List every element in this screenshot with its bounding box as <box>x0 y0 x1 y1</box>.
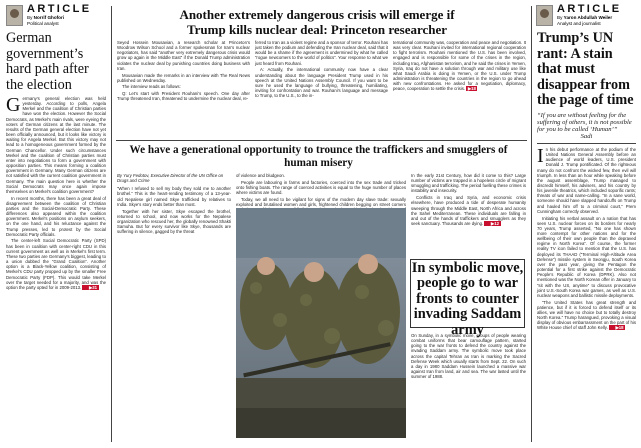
paragraph: On Sunday, in a symbolic move, groups of people wearing combat uniforms that bear camouflage pattern, started going to the war fronts to defend the country against the invading Saddam army. The symbolic move took place across the capital Tehran as Iran is marking the Sacred Defense Week which usually starts from Sept. 22. On such a day in 1980 Saddam Hussein launched a massive war against Iran from land, air and sea. The war lasted until the summer of 1988. <box>411 333 526 380</box>
second-story-col-1 <box>117 173 231 236</box>
paragraph: A: Actually, the international community now have a clear understanding about the language President Trump used in his speech at the United Nations Assembly Council. If you want to be sure he used the language of bullying, threatening, humiliating, inviting for confrontation and war. Rouhani’s language and message to Trump, to the U.S., to the in- <box>255 67 388 99</box>
paragraph: People are labouring in farms and factories, coerced into the sex trade and tricked onto fishing boats. The range of coerced activities is equal to the huge number of places where victims are found. <box>236 179 406 196</box>
saddam-story-headline: In symbolic move, people go to war fronts to counter invading Saddam army <box>411 260 524 338</box>
paragraph: of violence and bludgeon. <box>236 173 285 178</box>
left-article-header <box>6 4 106 27</box>
paragraph: The center-left Social Democratic Party (SPD) has been in coalition with center-right CDU in this current government as well as in Merkel’s first term. These two parties are Germany’s biggest, leading to a union dubbed the “Grand Coalition”. Another option is a Black-Yellow coalition, consisting of Merkel’s CDU party propped up by the smaller Free Democratic Party (FDP). This would take Merkel over the target needed for a majority, and was the option the party opted for in 2009-2013. ▶31 <box>6 238 106 290</box>
paragraph: In recent months, there has been a great deal of disagreement between the coalition of Christian parties and the Social-Democratic Party. These differences also appeared within the coalition government. Merkel’s positions on asylum seekers, on the one hand, and his reluctance against the Trump presses, led to protest by the Social Democratic Party officials. <box>6 195 106 237</box>
continue-marker[interactable]: ▶18 <box>467 86 476 92</box>
author-photo <box>6 5 23 26</box>
byline: By Yaron Abdullah Weiler <box>557 15 613 20</box>
author-role: Political analyst <box>27 20 59 26</box>
paragraph: Seyed Hossein Mousavian, a research scholar at Princeton’s Woodrow Wilson School and a former spokesman for Iran’s nuclear negotiators, has said “another very extremely dangerous crisis would grow up again in the Middle East” if the Donald Trump administration violates the nuclear deal by punishing countries doing business with Iran. <box>117 40 250 71</box>
saddam-story <box>411 333 526 381</box>
column-divider <box>111 6 112 442</box>
paragraph: In the early 21st Century, how did it come to this? Large number of victims are trapped in a hopeless circle of migrant smuggling and trafficking. The period fuelling these crimes is instability and insecurity. <box>411 173 526 194</box>
top-story-col-2 <box>255 40 388 100</box>
paragraph: n his debut performance at the podium of the United Nations General Assembly before an audience of world leaders, U.S. president Donald J. Trump pontificated. Of the righteous many do not confront the wicked few, then evil will triumph. In less than an hour while speaking before the august assemblage, Trump managed to discredit himself, his advisers, and his country by his juvenile theatrics, which included soporific rants; threats of war and name-calling. “In a sane world, someone should have slapped handcuffs on Trump and hauled him off to a criminal court,” Prem Cunningham correctly observed. <box>537 146 636 214</box>
paragraph: Conflicts in Iraq and Syria, and economic crisis elsewhere, have produced a tide of desperate humanity sweeping through the Middle East, North Africa and across the Sahel Mediterranean. These individuals are falling in and out of the hands of traffickers and smugglers as they seek sanctuary. Thousands are dying. ▶12 <box>411 195 526 226</box>
paragraph: Q: Let’s start with President Rouhani’s speech. One day after Trump threatened Iran, threatened to undermine the nuclear deal, re- <box>117 91 250 102</box>
paragraph: ferred to Iran as a violent regime and a sponsor of terror. Rouhani has just taken the podium and defending the Iran nuclear deal, said that it would be a shame if the agreement is undermined by what he called “rogue newcomers to the world of politics”. Your response to what we just heard from Rouhani. <box>255 40 388 66</box>
author-name: Yaron Abdullah Weiler <box>563 15 613 20</box>
continue-marker[interactable]: ▶12 <box>484 221 500 226</box>
right-article <box>537 31 636 332</box>
section-divider <box>116 140 527 141</box>
left-headline: German government’s hard path after the election <box>6 30 89 93</box>
right-article-header <box>536 4 636 27</box>
second-story-col-3 <box>411 173 526 228</box>
author-name: Norrif Ghofori <box>33 15 65 20</box>
byline: By Norrif Ghofori <box>27 15 65 20</box>
top-story-col-1 <box>117 40 250 103</box>
paragraph: ternational community was, cooperation and peace and negotiation. It was very clear. Rouhani invited for international regional cooperation to fight terrorism. Rouhani mentioned the U.S. has been involved, engaged and is responsible for some of the crises in the region, including Iraq, Afghanistan terrorism, and he said the crises in Yemen, Syria, Iraq do not have a solution through war and military use like what Saudi Arabia is doing in Yemen, or the U.S. under Trump administration is threatening the countries in the region to go ahead with new confrontations. He asked for a negotiation, diplomacy, peace, cooperation to settle the crisis. ▶18 <box>393 40 526 92</box>
left-article <box>6 31 106 292</box>
paragraph: Today, we all need to be vigilant for signs of the modern day slave trade: sexually exploited and brutalised women and girls, frightened children begging on street corners <box>236 196 406 207</box>
dropcap: I <box>537 144 544 167</box>
author-photo <box>536 5 553 26</box>
second-story-headline: We have a generational opportunity to trounce the traffickers and smugglers of human misery <box>129 144 508 169</box>
featured-headline-box <box>410 259 525 338</box>
dropcap: G <box>6 94 21 116</box>
paragraph: Mousavian made the remarks in an interview with The Real News published on Wednesday. <box>117 72 250 83</box>
news-photo <box>236 208 406 438</box>
continue-marker[interactable]: ▶31 <box>82 285 98 290</box>
paragraph: “When I refused to sell my body they sold me to another brothel.” This is the heart-rending testimony of a 13-year-old Nepalese girl named Skye trafficked by relatives to India. Skye’s story ends better than most. <box>117 186 231 207</box>
photo-illustration <box>236 208 406 438</box>
right-headline: Trump’s UN rant: A stain that must disappear from the page of time <box>537 30 634 108</box>
paragraph: The interview reads as follows: <box>122 84 181 90</box>
paragraph: Together with her sister, Skye escaped the brothel, returned to school, and now works for the Nepalese organization who rescued her, the globally renowned Shakti Samuha. But for every survivor like Skye, thousands are suffering in silence, gagged by the threat <box>117 208 231 235</box>
column-divider <box>531 6 532 442</box>
author-role: Analyst and journalist <box>557 20 601 26</box>
article-label: ARTICLE <box>27 3 92 15</box>
paragraph: ermany’s general election was held yesterday. According to polls, Angela Merkel and the coalition of Christian parties have won the election. However the Social Democrats, as Merkel’s main rivals, were eyeing the voters of German citizens at the last minute. The results of the German general election have not yet been officially announced, but it looks like victory is waiting for Angela Merkel. But this victory may not lead to a homogeneous government formed by the German Chancellor. Under such circumstances Merkel and the coalition of Christian parties must enter into negotiations to form a government with opposition parties. This means forming a coalition government in Germany. Many German citizens are not satisfied with the current coalition government in Germany. The main question here is whether the Social Democrats may once again impose themselves on Merkel’s coalition government? <box>6 96 106 194</box>
top-story-col-3 <box>393 40 526 93</box>
quote-divider <box>537 143 636 144</box>
continue-marker[interactable]: ▶18 <box>609 325 625 330</box>
article-label: ARTICLE <box>557 3 622 15</box>
quote-attribution: Sadi <box>580 133 593 141</box>
top-story-headline: Another extremely dangerous crisis will emerge if Trump kills nuclear deal: Princeton researcher <box>179 7 455 37</box>
paragraph: Initiating his verbal assault on a nation that has seen U.S. nuclear forces on its borders for nearly 70 years, Trump asserted, “No one has shown more contempt for other nations and for the wellbeing of their own people than the depraved regime in North Korea”. Of course, the former reality TV icon failed to mention that the U.S. has deployed its THAAD (“Terminal High-Altitude Area Defense”) missile system in Seongju, South Korea over the past year, giving the Pentagon the potential for a first strike against the Democratic People’s Republic of Korea (DPRK). Also not mentioned was the North Korean offer in January to “sit with the US, anytime” to discuss provocative joint U.S.-South Korea war games, as well as U.S. nuclear weapons and ballistic missile deployments. <box>537 215 636 298</box>
paragraph: “The United States has great strength and patience, but if it is forced to defend itself or its allies, we will have no choice but to totally destroy North Korea.” Trump harangued, provoking a visual display of obvious embarrassment on the part of his White House chief of staff John Kelly. ▶18 <box>537 299 636 331</box>
pull-quote: “If you are without feeling for the suffering of others, it is not possible for you to be called ‘Human’” <box>537 111 632 133</box>
story-byline: By Yury Fedotov, Executive Director of the UN Office on Drugs and Crime <box>117 173 224 184</box>
